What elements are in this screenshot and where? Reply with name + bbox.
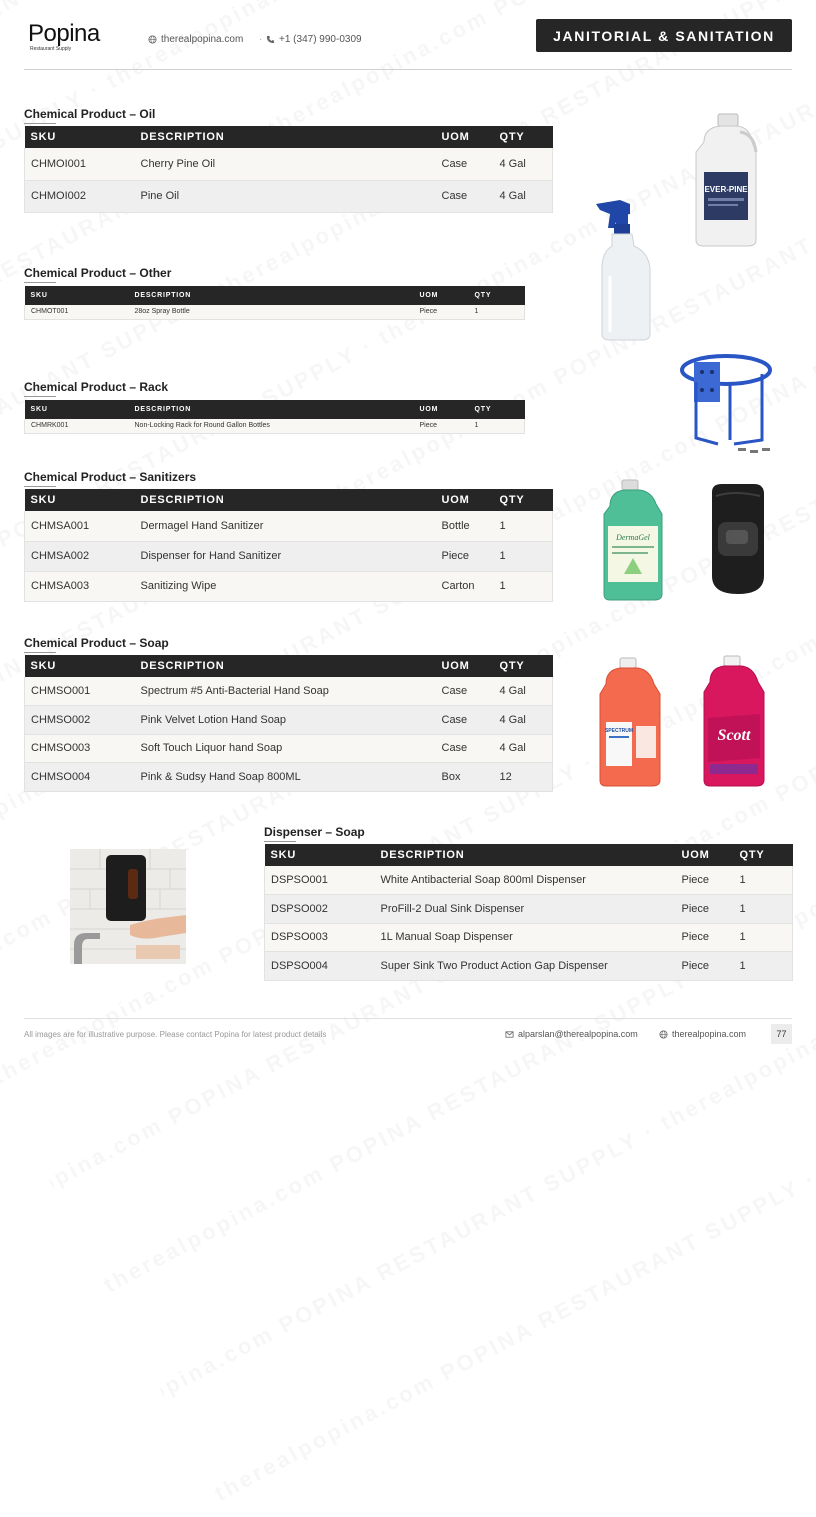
footer-email-text: alparslan@therealpopina.com	[518, 1029, 638, 1039]
table-cell: DSPSO004	[265, 952, 375, 981]
table-cell: 4 Gal	[494, 677, 553, 706]
table-cell: 1	[469, 305, 525, 319]
column-header: DESCRIPTION	[135, 655, 436, 677]
table-cell: 1	[494, 571, 553, 601]
table-header-row	[25, 489, 553, 511]
table-cell: 1	[494, 541, 553, 571]
table-cell: CHMSO004	[25, 763, 135, 792]
table-cell: CHMSO002	[25, 706, 135, 735]
table-row	[265, 895, 793, 924]
table-cell: Piece	[676, 952, 734, 981]
table-cell: Case	[436, 706, 494, 735]
table-soap	[24, 655, 553, 792]
table-cell: Super Sink Two Product Action Gap Dispenser	[375, 952, 676, 981]
table-row	[25, 511, 553, 541]
table-rack	[24, 400, 525, 434]
table-cell: Pine Oil	[135, 180, 436, 212]
category-banner: JANITORIAL & SANITATION	[536, 19, 792, 52]
table-row	[25, 419, 525, 433]
header-divider	[24, 69, 792, 70]
section-title-dispenser: Dispenser – Soap	[264, 825, 365, 842]
section-title-sanitizers: Chemical Product – Sanitizers	[24, 470, 196, 487]
website-text: therealpopina.com	[161, 34, 244, 45]
table-cell: CHMOI002	[25, 180, 135, 212]
table-row	[265, 923, 793, 952]
mail-icon	[505, 1030, 514, 1039]
column-header: SKU	[25, 655, 135, 677]
column-header: QTY	[494, 655, 553, 677]
logo-text: Popina	[28, 20, 100, 47]
black-dispenser-image	[704, 482, 770, 596]
table-cell: Pink Velvet Lotion Hand Soap	[135, 706, 436, 735]
table-row	[25, 734, 553, 763]
table-cell: Dermagel Hand Sanitizer	[135, 511, 436, 541]
table-cell: 1	[734, 866, 793, 895]
table-cell: 1	[734, 952, 793, 981]
table-cell: DSPSO003	[265, 923, 375, 952]
section-title-oil: Chemical Product – Oil	[24, 107, 155, 124]
column-header: SKU	[25, 286, 129, 305]
header-phone[interactable]	[266, 34, 362, 45]
column-header: QTY	[494, 126, 553, 148]
logo-subtext: Restaurant Supply	[30, 46, 72, 52]
popina-logo	[28, 22, 104, 52]
wire-rack-image	[678, 344, 774, 460]
table-cell: Box	[436, 763, 494, 792]
dermagel-jug-image	[600, 478, 666, 602]
table-cell: Carton	[436, 571, 494, 601]
table-cell: 1L Manual Soap Dispenser	[375, 923, 676, 952]
table-row	[25, 541, 553, 571]
section-title-soap: Chemical Product – Soap	[24, 636, 169, 653]
column-header: UOM	[414, 286, 469, 305]
globe-icon	[148, 35, 157, 44]
table-row	[25, 180, 553, 212]
table-cell: 1	[469, 419, 525, 433]
column-header: QTY	[469, 286, 525, 305]
footer-website-text: therealpopina.com	[672, 1029, 747, 1039]
column-header: SKU	[25, 489, 135, 511]
table-cell: White Antibacterial Soap 800ml Dispenser	[375, 866, 676, 895]
column-header: DESCRIPTION	[129, 400, 414, 419]
table-cell: CHMSA003	[25, 571, 135, 601]
table-cell: CHMRK001	[25, 419, 129, 433]
scott-jug-image	[700, 654, 768, 788]
dermagel-label: DermaGel	[616, 533, 650, 542]
table-cell: Sanitizing Wipe	[135, 571, 436, 601]
column-header: QTY	[494, 489, 553, 511]
column-header: DESCRIPTION	[135, 489, 436, 511]
spectrum-label: SPECTRUM	[604, 728, 634, 734]
table-cell: CHMOT001	[25, 305, 129, 319]
spray-bottle-image	[590, 196, 660, 342]
table-header-row	[25, 400, 525, 419]
phone-icon	[266, 35, 275, 44]
table-cell: Piece	[436, 541, 494, 571]
table-header-row	[25, 286, 525, 305]
table-row	[25, 763, 553, 792]
table-row	[265, 866, 793, 895]
table-other	[24, 286, 525, 320]
everpine-label: EVER-PINE	[704, 185, 748, 194]
table-cell: Case	[436, 677, 494, 706]
table-cell: Piece	[676, 895, 734, 924]
table-sanitizers	[24, 489, 553, 602]
column-header: DESCRIPTION	[129, 286, 414, 305]
table-cell: 1	[734, 923, 793, 952]
table-cell: 12	[494, 763, 553, 792]
scott-label: Scott	[717, 727, 751, 744]
column-header: UOM	[676, 844, 734, 866]
everpine-jug-image	[690, 112, 766, 248]
table-cell: Piece	[414, 305, 469, 319]
section-title-other: Chemical Product – Other	[24, 266, 171, 283]
table-header-row	[25, 126, 553, 148]
table-cell: Spectrum #5 Anti-Bacterial Hand Soap	[135, 677, 436, 706]
table-cell: CHMSA001	[25, 511, 135, 541]
header-separator: ·	[259, 34, 263, 45]
table-cell: Bottle	[436, 511, 494, 541]
wall-dispenser-image	[70, 849, 186, 964]
table-cell: Cherry Pine Oil	[135, 148, 436, 180]
table-cell: CHMSO001	[25, 677, 135, 706]
table-cell: DSPSO001	[265, 866, 375, 895]
table-cell: Pink & Sudsy Hand Soap 800ML	[135, 763, 436, 792]
page-number: 77	[771, 1024, 792, 1044]
footer-divider	[24, 1018, 792, 1019]
table-cell: ProFill-2 Dual Sink Dispenser	[375, 895, 676, 924]
column-header: UOM	[414, 400, 469, 419]
column-header: UOM	[436, 655, 494, 677]
column-header: DESCRIPTION	[375, 844, 676, 866]
table-cell: 4 Gal	[494, 148, 553, 180]
table-row	[25, 148, 553, 180]
table-cell: Case	[436, 734, 494, 763]
table-cell: 1	[494, 511, 553, 541]
watermark-line	[138, 937, 816, 1517]
table-cell: 28oz Spray Bottle	[129, 305, 414, 319]
column-header: SKU	[265, 844, 375, 866]
table-row	[25, 706, 553, 735]
column-header: SKU	[25, 126, 135, 148]
footer-website[interactable]	[659, 1029, 746, 1039]
table-cell: 4 Gal	[494, 180, 553, 212]
table-cell: Piece	[414, 419, 469, 433]
column-header: QTY	[469, 400, 525, 419]
column-header: DESCRIPTION	[135, 126, 436, 148]
table-cell: 4 Gal	[494, 706, 553, 735]
table-cell: Soft Touch Liquor hand Soap	[135, 734, 436, 763]
spectrum-jug-image	[596, 656, 664, 788]
table-cell: CHMSA002	[25, 541, 135, 571]
table-header-row	[265, 844, 793, 866]
table-row	[25, 571, 553, 601]
globe-icon	[659, 1030, 668, 1039]
table-cell: CHMOI001	[25, 148, 135, 180]
phone-text: +1 (347) 990-0309	[279, 34, 362, 45]
table-cell: Piece	[676, 866, 734, 895]
table-cell: Non-Locking Rack for Round Gallon Bottles	[129, 419, 414, 433]
table-header-row	[25, 655, 553, 677]
table-cell: CHMSO003	[25, 734, 135, 763]
table-cell: Case	[436, 180, 494, 212]
table-cell: 4 Gal	[494, 734, 553, 763]
table-cell: Piece	[676, 923, 734, 952]
column-header: QTY	[734, 844, 793, 866]
table-row	[25, 677, 553, 706]
table-cell: 1	[734, 895, 793, 924]
table-oil	[24, 126, 553, 213]
table-dispenser	[264, 844, 793, 981]
table-cell: Case	[436, 148, 494, 180]
table-row	[25, 305, 525, 319]
header-website[interactable]	[148, 34, 243, 45]
footer-disclaimer: All images are for illustrative purpose. Please contact Popina for latest product details	[24, 1030, 327, 1039]
column-header: SKU	[25, 400, 129, 419]
table-cell: Dispenser for Hand Sanitizer	[135, 541, 436, 571]
table-row	[265, 952, 793, 981]
table-cell: DSPSO002	[265, 895, 375, 924]
footer-email[interactable]	[505, 1029, 638, 1039]
section-title-rack: Chemical Product – Rack	[24, 380, 168, 397]
column-header: UOM	[436, 126, 494, 148]
column-header: UOM	[436, 489, 494, 511]
